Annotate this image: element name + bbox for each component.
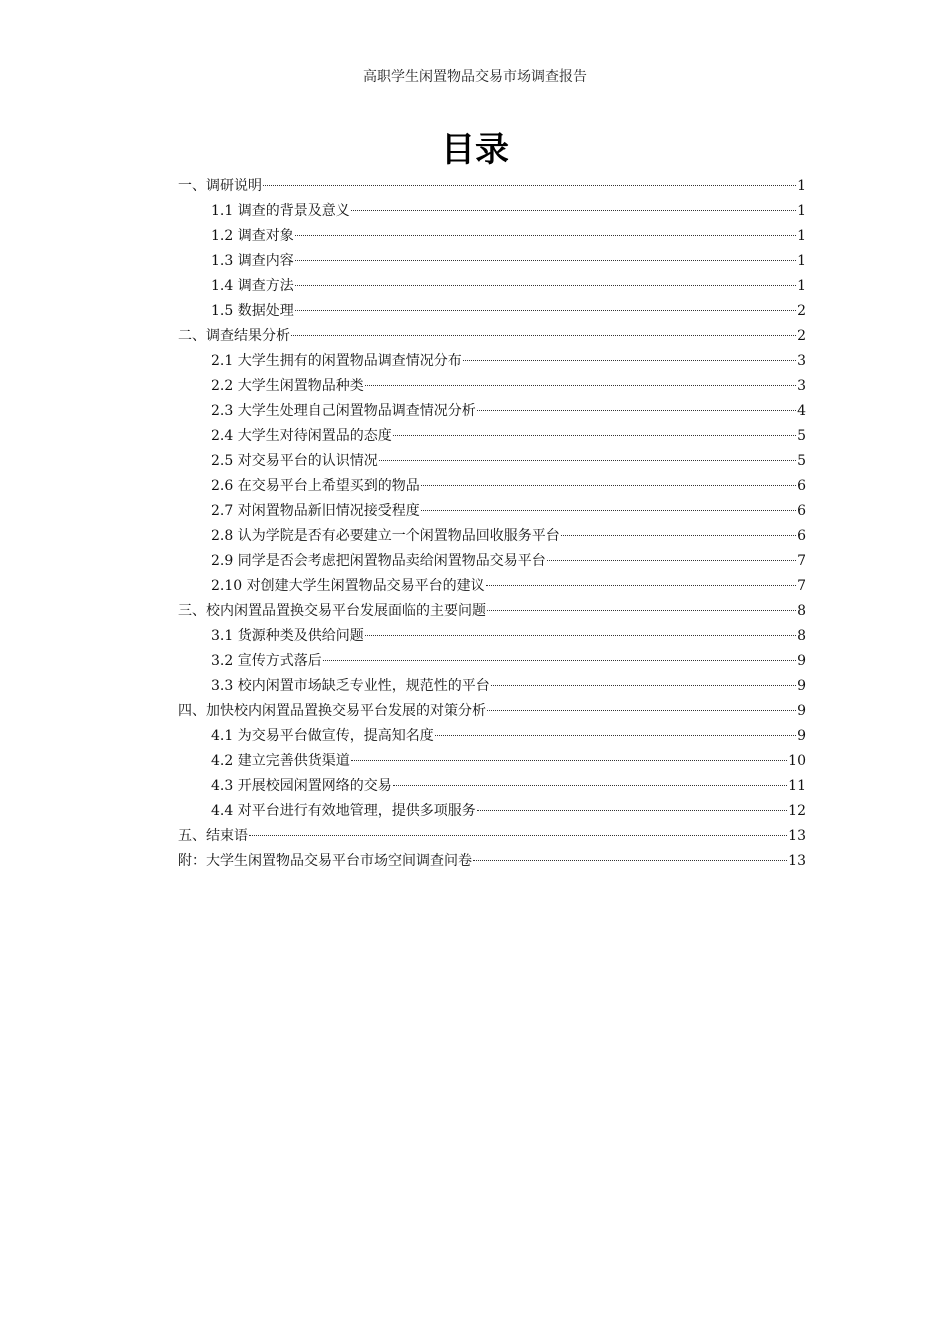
toc-entry-page-number: 2 — [797, 303, 806, 319]
toc-entry-page-number: 8 — [797, 603, 806, 619]
toc-entry[interactable] — [178, 249, 806, 274]
toc-entry-page-number: 9 — [797, 653, 806, 669]
dot-leader — [295, 235, 796, 236]
dot-leader — [351, 210, 796, 211]
toc-entry-page-number: 1 — [797, 228, 806, 244]
toc-entry[interactable] — [178, 774, 806, 799]
toc-entry[interactable] — [178, 849, 806, 874]
toc-entry-page-number: 6 — [797, 528, 806, 544]
dot-leader — [393, 785, 787, 786]
toc-entry[interactable] — [178, 424, 806, 449]
dot-leader — [379, 460, 796, 461]
toc-entry-title: 三、校内闲置品置换交易平台发展面临的主要问题 — [178, 603, 486, 619]
toc-entry[interactable] — [178, 174, 806, 199]
toc-entry[interactable] — [178, 699, 806, 724]
toc-entry-title: 3.3 校内闲置市场缺乏专业性，规范性的平台 — [211, 678, 490, 694]
toc-entry[interactable] — [178, 474, 806, 499]
toc-entry-page-number: 5 — [797, 428, 806, 444]
toc-entry-title: 附：大学生闲置物品交易平台市场空间调查问卷 — [178, 853, 472, 869]
dot-leader — [249, 835, 787, 836]
toc-entry-page-number: 9 — [797, 703, 806, 719]
toc-entry-page-number: 7 — [797, 578, 806, 594]
dot-leader — [486, 585, 796, 586]
toc-entry-page-number: 1 — [797, 278, 806, 294]
toc-entry-title: 1.2 调查对象 — [211, 228, 294, 244]
toc-entry-title: 1.4 调查方法 — [211, 278, 294, 294]
toc-entry[interactable] — [178, 374, 806, 399]
toc-entry-title: 四、加快校内闲置品置换交易平台发展的对策分析 — [178, 703, 486, 719]
toc-entry-title: 1.3 调查内容 — [211, 253, 294, 269]
toc-entry-title: 4.3 开展校园闲置网络的交易 — [211, 778, 392, 794]
toc-entry-page-number: 1 — [797, 253, 806, 269]
toc-entry-page-number: 7 — [797, 553, 806, 569]
toc-entry[interactable] — [178, 799, 806, 824]
toc-entry[interactable] — [178, 199, 806, 224]
dot-leader — [393, 435, 796, 436]
toc-entry-title: 2.1 大学生拥有的闲置物品调查情况分布 — [211, 353, 462, 369]
toc-entry-page-number: 1 — [797, 178, 806, 194]
toc-entry-page-number: 13 — [788, 828, 806, 844]
toc-entry-title: 一、调研说明 — [178, 178, 262, 194]
toc-entry-page-number: 2 — [797, 328, 806, 344]
toc-entry-title: 2.2 大学生闲置物品种类 — [211, 378, 364, 394]
toc-entry-title: 2.6 在交易平台上希望买到的物品 — [211, 478, 420, 494]
toc-entry[interactable] — [178, 599, 806, 624]
toc-entry-title: 2.4 大学生对待闲置品的态度 — [211, 428, 392, 444]
toc-entry-page-number: 10 — [788, 753, 806, 769]
toc-entry[interactable] — [178, 274, 806, 299]
dot-leader — [291, 335, 796, 336]
toc-entry-title: 2.7 对闲置物品新旧情况接受程度 — [211, 503, 420, 519]
toc-entry-page-number: 6 — [797, 478, 806, 494]
toc-entry[interactable] — [178, 324, 806, 349]
toc-entry-page-number: 3 — [797, 353, 806, 369]
toc-entry-title: 4.4 对平台进行有效地管理，提供多项服务 — [211, 803, 476, 819]
toc-entry-title: 1.1 调查的背景及意义 — [211, 203, 350, 219]
toc-entry[interactable] — [178, 724, 806, 749]
toc-entry-page-number: 9 — [797, 678, 806, 694]
toc-entry-page-number: 5 — [797, 453, 806, 469]
dot-leader — [477, 410, 796, 411]
toc-entry[interactable] — [178, 349, 806, 374]
dot-leader — [421, 510, 796, 511]
toc-entry-title: 4.1 为交易平台做宣传，提高知名度 — [211, 728, 434, 744]
toc-entry[interactable] — [178, 624, 806, 649]
dot-leader — [365, 385, 796, 386]
toc-entry-title: 2.3 大学生处理自己闲置物品调查情况分析 — [211, 403, 476, 419]
toc-entry-title: 1.5 数据处理 — [211, 303, 294, 319]
toc-entry-page-number: 9 — [797, 728, 806, 744]
toc-title: 目录 — [441, 130, 509, 170]
toc-entry-title: 二、调查结果分析 — [178, 328, 290, 344]
toc-entry[interactable] — [178, 499, 806, 524]
dot-leader — [491, 685, 796, 686]
dot-leader — [323, 660, 796, 661]
toc-entry-title: 3.1 货源种类及供给问题 — [211, 628, 364, 644]
running-header: 高职学生闲置物品交易市场调查报告 — [363, 69, 587, 85]
toc-entry-page-number: 6 — [797, 503, 806, 519]
toc-entry[interactable] — [178, 749, 806, 774]
toc-entry-page-number: 8 — [797, 628, 806, 644]
dot-leader — [295, 310, 796, 311]
dot-leader — [487, 710, 796, 711]
dot-leader — [561, 535, 796, 536]
dot-leader — [547, 560, 796, 561]
toc-entry[interactable] — [178, 224, 806, 249]
dot-leader — [477, 810, 787, 811]
toc-entry-page-number: 3 — [797, 378, 806, 394]
toc-entry-page-number: 4 — [797, 403, 806, 419]
toc-entry[interactable] — [178, 524, 806, 549]
dot-leader — [365, 635, 796, 636]
dot-leader — [263, 185, 796, 186]
toc-entry-title: 2.10 对创建大学生闲置物品交易平台的建议 — [211, 578, 485, 594]
dot-leader — [295, 285, 796, 286]
toc-entry[interactable] — [178, 399, 806, 424]
dot-leader — [421, 485, 796, 486]
toc-entry-page-number: 13 — [788, 853, 806, 869]
toc-entry-title: 五、结束语 — [178, 828, 248, 844]
dot-leader — [351, 760, 787, 761]
toc-entry-title: 2.8 认为学院是否有必要建立一个闲置物品回收服务平台 — [211, 528, 560, 544]
table-of-contents — [178, 174, 806, 874]
toc-entry-title: 2.9 同学是否会考虑把闲置物品卖给闲置物品交易平台 — [211, 553, 546, 569]
toc-entry[interactable] — [178, 824, 806, 849]
toc-entry-title: 2.5 对交易平台的认识情况 — [211, 453, 378, 469]
dot-leader — [473, 860, 787, 861]
dot-leader — [463, 360, 796, 361]
toc-entry-page-number: 11 — [788, 778, 806, 794]
toc-entry[interactable] — [178, 674, 806, 699]
toc-entry-title: 3.2 宣传方式落后 — [211, 653, 322, 669]
dot-leader — [435, 735, 796, 736]
dot-leader — [487, 610, 796, 611]
toc-entry-title: 4.2 建立完善供货渠道 — [211, 753, 350, 769]
toc-entry[interactable] — [178, 649, 806, 674]
toc-entry-page-number: 12 — [788, 803, 806, 819]
toc-entry[interactable] — [178, 299, 806, 324]
toc-entry[interactable] — [178, 449, 806, 474]
toc-entry-page-number: 1 — [797, 203, 806, 219]
toc-entry[interactable] — [178, 549, 806, 574]
toc-entry[interactable] — [178, 574, 806, 599]
dot-leader — [295, 260, 796, 261]
